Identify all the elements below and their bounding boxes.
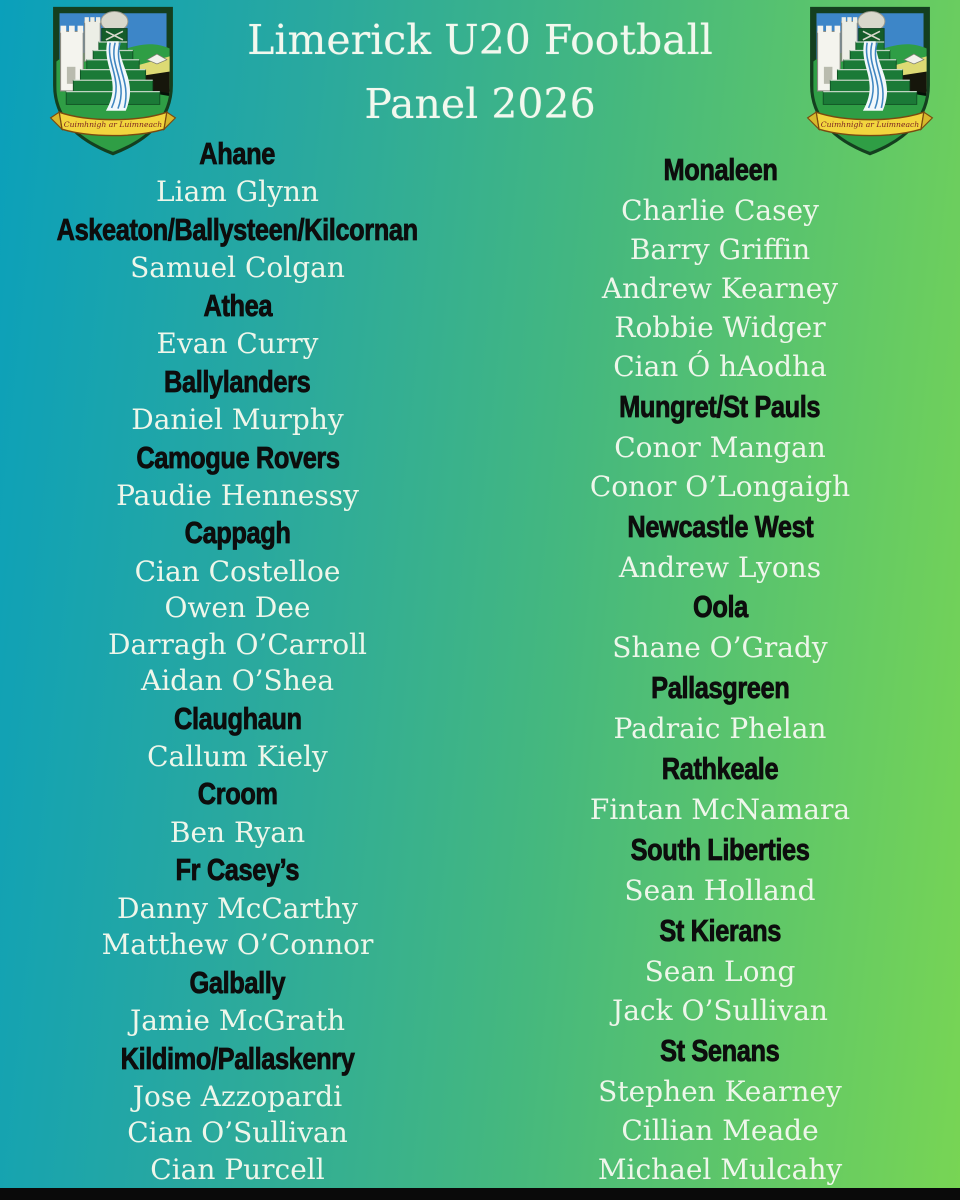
player-name: Cian Ó hAodha bbox=[613, 349, 827, 383]
club-name: Rathkeale bbox=[661, 751, 779, 787]
player-name: Paudie Hennessy bbox=[116, 478, 359, 512]
club-name: Pallasgreen bbox=[650, 670, 790, 706]
player-name: Cian Costelloe bbox=[134, 554, 341, 588]
player-name: Jose Azzopardi bbox=[132, 1079, 343, 1113]
club-name: Athea bbox=[203, 287, 272, 323]
club-name: South Liberties bbox=[630, 832, 810, 868]
club-name: Kildimo/Pallaskenry bbox=[120, 1040, 355, 1076]
player-name: Fintan McNamara bbox=[589, 793, 851, 827]
poster-title-line1: Limerick U20 Football bbox=[247, 16, 713, 64]
player-name: Aidan O’Shea bbox=[140, 664, 335, 698]
player-name: Andrew Kearney bbox=[601, 271, 839, 305]
crest-motto: Cuimhnigh ar Luimneach bbox=[63, 120, 163, 130]
player-name: Darragh O’Carroll bbox=[108, 627, 367, 661]
player-name: Matthew O’Connor bbox=[101, 928, 374, 962]
player-name: Cillian Meade bbox=[621, 1113, 819, 1147]
club-name: Croom bbox=[197, 776, 278, 812]
club-name: Ahane bbox=[199, 136, 276, 171]
club-name: Fr Casey’s bbox=[175, 852, 300, 888]
club-name: Oola bbox=[692, 589, 748, 625]
club-name: Camogue Rovers bbox=[135, 439, 340, 475]
club-name: Ballylanders bbox=[164, 363, 311, 399]
panel-column-left bbox=[10, 136, 465, 1186]
player-name: Liam Glynn bbox=[156, 175, 319, 209]
player-name: Cian Purcell bbox=[150, 1152, 325, 1186]
player-name: Padraic Phelan bbox=[613, 712, 827, 746]
player-name: Ben Ryan bbox=[169, 815, 306, 849]
player-name: Owen Dee bbox=[164, 591, 311, 625]
player-name: Sean Holland bbox=[624, 874, 816, 908]
poster-title-line2: Panel 2026 bbox=[364, 80, 596, 128]
bottom-bar bbox=[0, 1188, 960, 1200]
player-name: Charlie Casey bbox=[621, 193, 819, 227]
club-name: Monaleen bbox=[663, 152, 777, 187]
player-name: Samuel Colgan bbox=[130, 251, 345, 285]
player-name: Michael Mulcahy bbox=[597, 1152, 843, 1186]
club-name: Cappagh bbox=[184, 515, 291, 551]
player-name: Conor Mangan bbox=[614, 430, 826, 464]
player-name: Barry Griffin bbox=[629, 232, 811, 266]
player-name: Andrew Lyons bbox=[618, 550, 822, 584]
player-name: Cian O’Sullivan bbox=[127, 1116, 348, 1150]
player-name: Evan Curry bbox=[156, 327, 319, 361]
club-name: Askeaton/Ballysteen/Kilcornan bbox=[56, 211, 419, 247]
player-name: Callum Kiely bbox=[147, 740, 328, 773]
club-name: Newcastle West bbox=[627, 508, 813, 544]
panel-column-right bbox=[495, 152, 945, 1186]
club-name: St Senans bbox=[660, 1032, 780, 1068]
player-name: Stephen Kearney bbox=[598, 1074, 842, 1108]
player-name: Conor O’Longaigh bbox=[589, 469, 851, 503]
player-name: Sean Long bbox=[644, 955, 796, 989]
club-name: Galbally bbox=[189, 964, 286, 1000]
club-name: Claughaun bbox=[173, 700, 302, 736]
poster-title bbox=[0, 8, 960, 136]
player-name: Jamie McGrath bbox=[130, 1004, 345, 1038]
player-name: Robbie Widger bbox=[614, 310, 826, 344]
club-name: Mungret/St Pauls bbox=[619, 388, 821, 424]
player-name: Daniel Murphy bbox=[131, 403, 344, 437]
player-name: Danny McCarthy bbox=[117, 891, 358, 925]
club-name: St Kierans bbox=[659, 913, 781, 949]
player-name: Shane O’Grady bbox=[612, 631, 828, 665]
player-name: Jack O’Sullivan bbox=[612, 994, 828, 1028]
